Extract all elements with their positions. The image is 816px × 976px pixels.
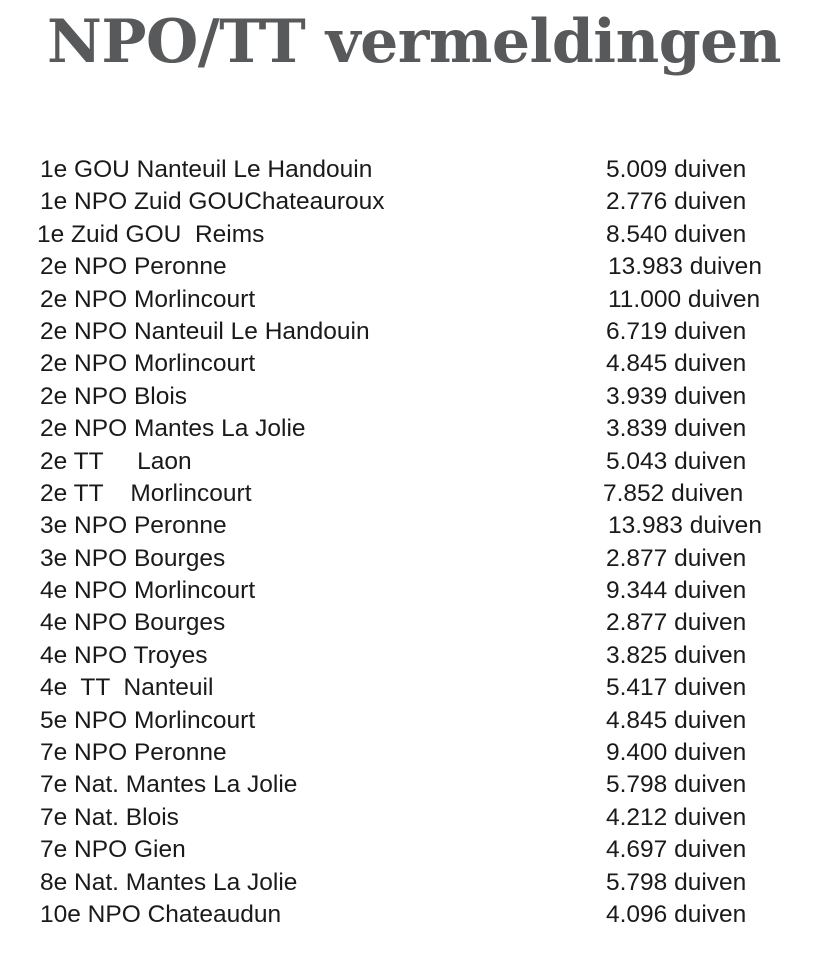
- list-item: [0, 154, 816, 186]
- list-item: [0, 640, 816, 672]
- pigeon-count: 4.212 duiven: [606, 803, 747, 831]
- pigeon-count: 5.798 duiven: [606, 868, 747, 896]
- pigeon-count: 13.983 duiven: [608, 253, 762, 281]
- race-name: 4e TT Nanteuil: [40, 674, 214, 702]
- pigeon-count: 9.400 duiven: [606, 739, 747, 767]
- race-name: 1e Zuid GOU Reims: [37, 220, 265, 248]
- pigeon-count: 2.877 duiven: [606, 609, 747, 637]
- race-name: 3e NPO Bourges: [40, 544, 226, 572]
- list-item: [0, 381, 816, 413]
- pigeon-count: 2.776 duiven: [606, 188, 747, 216]
- race-name: 2e NPO Morlincourt: [40, 285, 256, 313]
- pigeon-count: 3.839 duiven: [606, 415, 747, 443]
- pigeon-count: 5.009 duiven: [606, 156, 747, 183]
- list-item: [0, 672, 816, 704]
- race-name: 2e NPO Mantes La Jolie: [40, 415, 306, 443]
- race-name: 4e NPO Bourges: [40, 609, 226, 637]
- list-item: [0, 284, 816, 316]
- list-item: [0, 446, 816, 478]
- pigeon-count: 6.719 duiven: [606, 317, 747, 345]
- pigeon-count: 3.939 duiven: [606, 382, 747, 410]
- race-name: 2e NPO Peronne: [40, 253, 227, 281]
- race-name: 7e Nat. Mantes La Jolie: [40, 771, 298, 799]
- race-name: 2e TT Morlincourt: [40, 479, 252, 507]
- list-item: [0, 219, 816, 251]
- race-name: 5e NPO Morlincourt: [40, 706, 256, 734]
- race-name: 8e Nat. Mantes La Jolie: [40, 868, 298, 896]
- results-list: [0, 154, 816, 931]
- race-name: 3e NPO Peronne: [40, 512, 227, 540]
- race-name: 1e NPO Zuid GOUChateauroux: [40, 188, 385, 216]
- pigeon-count: 8.540 duiven: [606, 220, 747, 248]
- pigeon-count: 11.000 duiven: [608, 285, 761, 313]
- pigeon-count: 3.825 duiven: [606, 641, 747, 669]
- pigeon-count: 5.798 duiven: [606, 771, 747, 799]
- race-name: 7e NPO Gien: [40, 836, 186, 864]
- race-name: 7e NPO Peronne: [40, 739, 227, 767]
- list-item: [0, 705, 816, 737]
- list-item: [0, 251, 816, 283]
- list-item: [0, 769, 816, 801]
- page-title: NPO/TT vermeldingen: [47, 7, 781, 77]
- list-item: [0, 478, 816, 510]
- race-name: 2e NPO Nanteuil Le Handouin: [40, 317, 370, 345]
- pigeon-count: 13.983 duiven: [608, 512, 762, 540]
- pigeon-count: 2.877 duiven: [606, 544, 747, 572]
- race-name: 10e NPO Chateaudun: [40, 900, 282, 928]
- pigeon-count: 5.043 duiven: [606, 447, 747, 475]
- pigeon-count: 5.417 duiven: [606, 674, 747, 702]
- list-item: [0, 186, 816, 218]
- pigeon-count: 4.096 duiven: [606, 900, 747, 928]
- pigeon-count: 4.845 duiven: [606, 706, 747, 734]
- pigeon-count: 4.697 duiven: [606, 836, 747, 864]
- list-item: [0, 899, 816, 931]
- pigeon-count: 4.845 duiven: [606, 350, 747, 378]
- race-name: 2e NPO Blois: [40, 382, 188, 410]
- list-item: [0, 316, 816, 348]
- list-item: [0, 348, 816, 380]
- race-name: 4e NPO Troyes: [40, 641, 208, 669]
- list-item: [0, 510, 816, 542]
- pigeon-count: 7.852 duiven: [603, 479, 744, 507]
- race-name: 2e NPO Morlincourt: [40, 350, 256, 378]
- list-item: [0, 834, 816, 866]
- race-name: 2e TT Laon: [40, 447, 192, 475]
- race-name: 4e NPO Morlincourt: [40, 577, 256, 605]
- list-item: [0, 543, 816, 575]
- list-item: [0, 575, 816, 607]
- race-name: 1e GOU Nanteuil Le Handouin: [40, 156, 373, 183]
- list-item: [0, 737, 816, 769]
- race-name: 7e Nat. Blois: [40, 803, 179, 831]
- list-item: [0, 867, 816, 899]
- list-item: [0, 413, 816, 445]
- list-item: [0, 802, 816, 834]
- pigeon-count: 9.344 duiven: [606, 577, 747, 605]
- list-item: [0, 607, 816, 639]
